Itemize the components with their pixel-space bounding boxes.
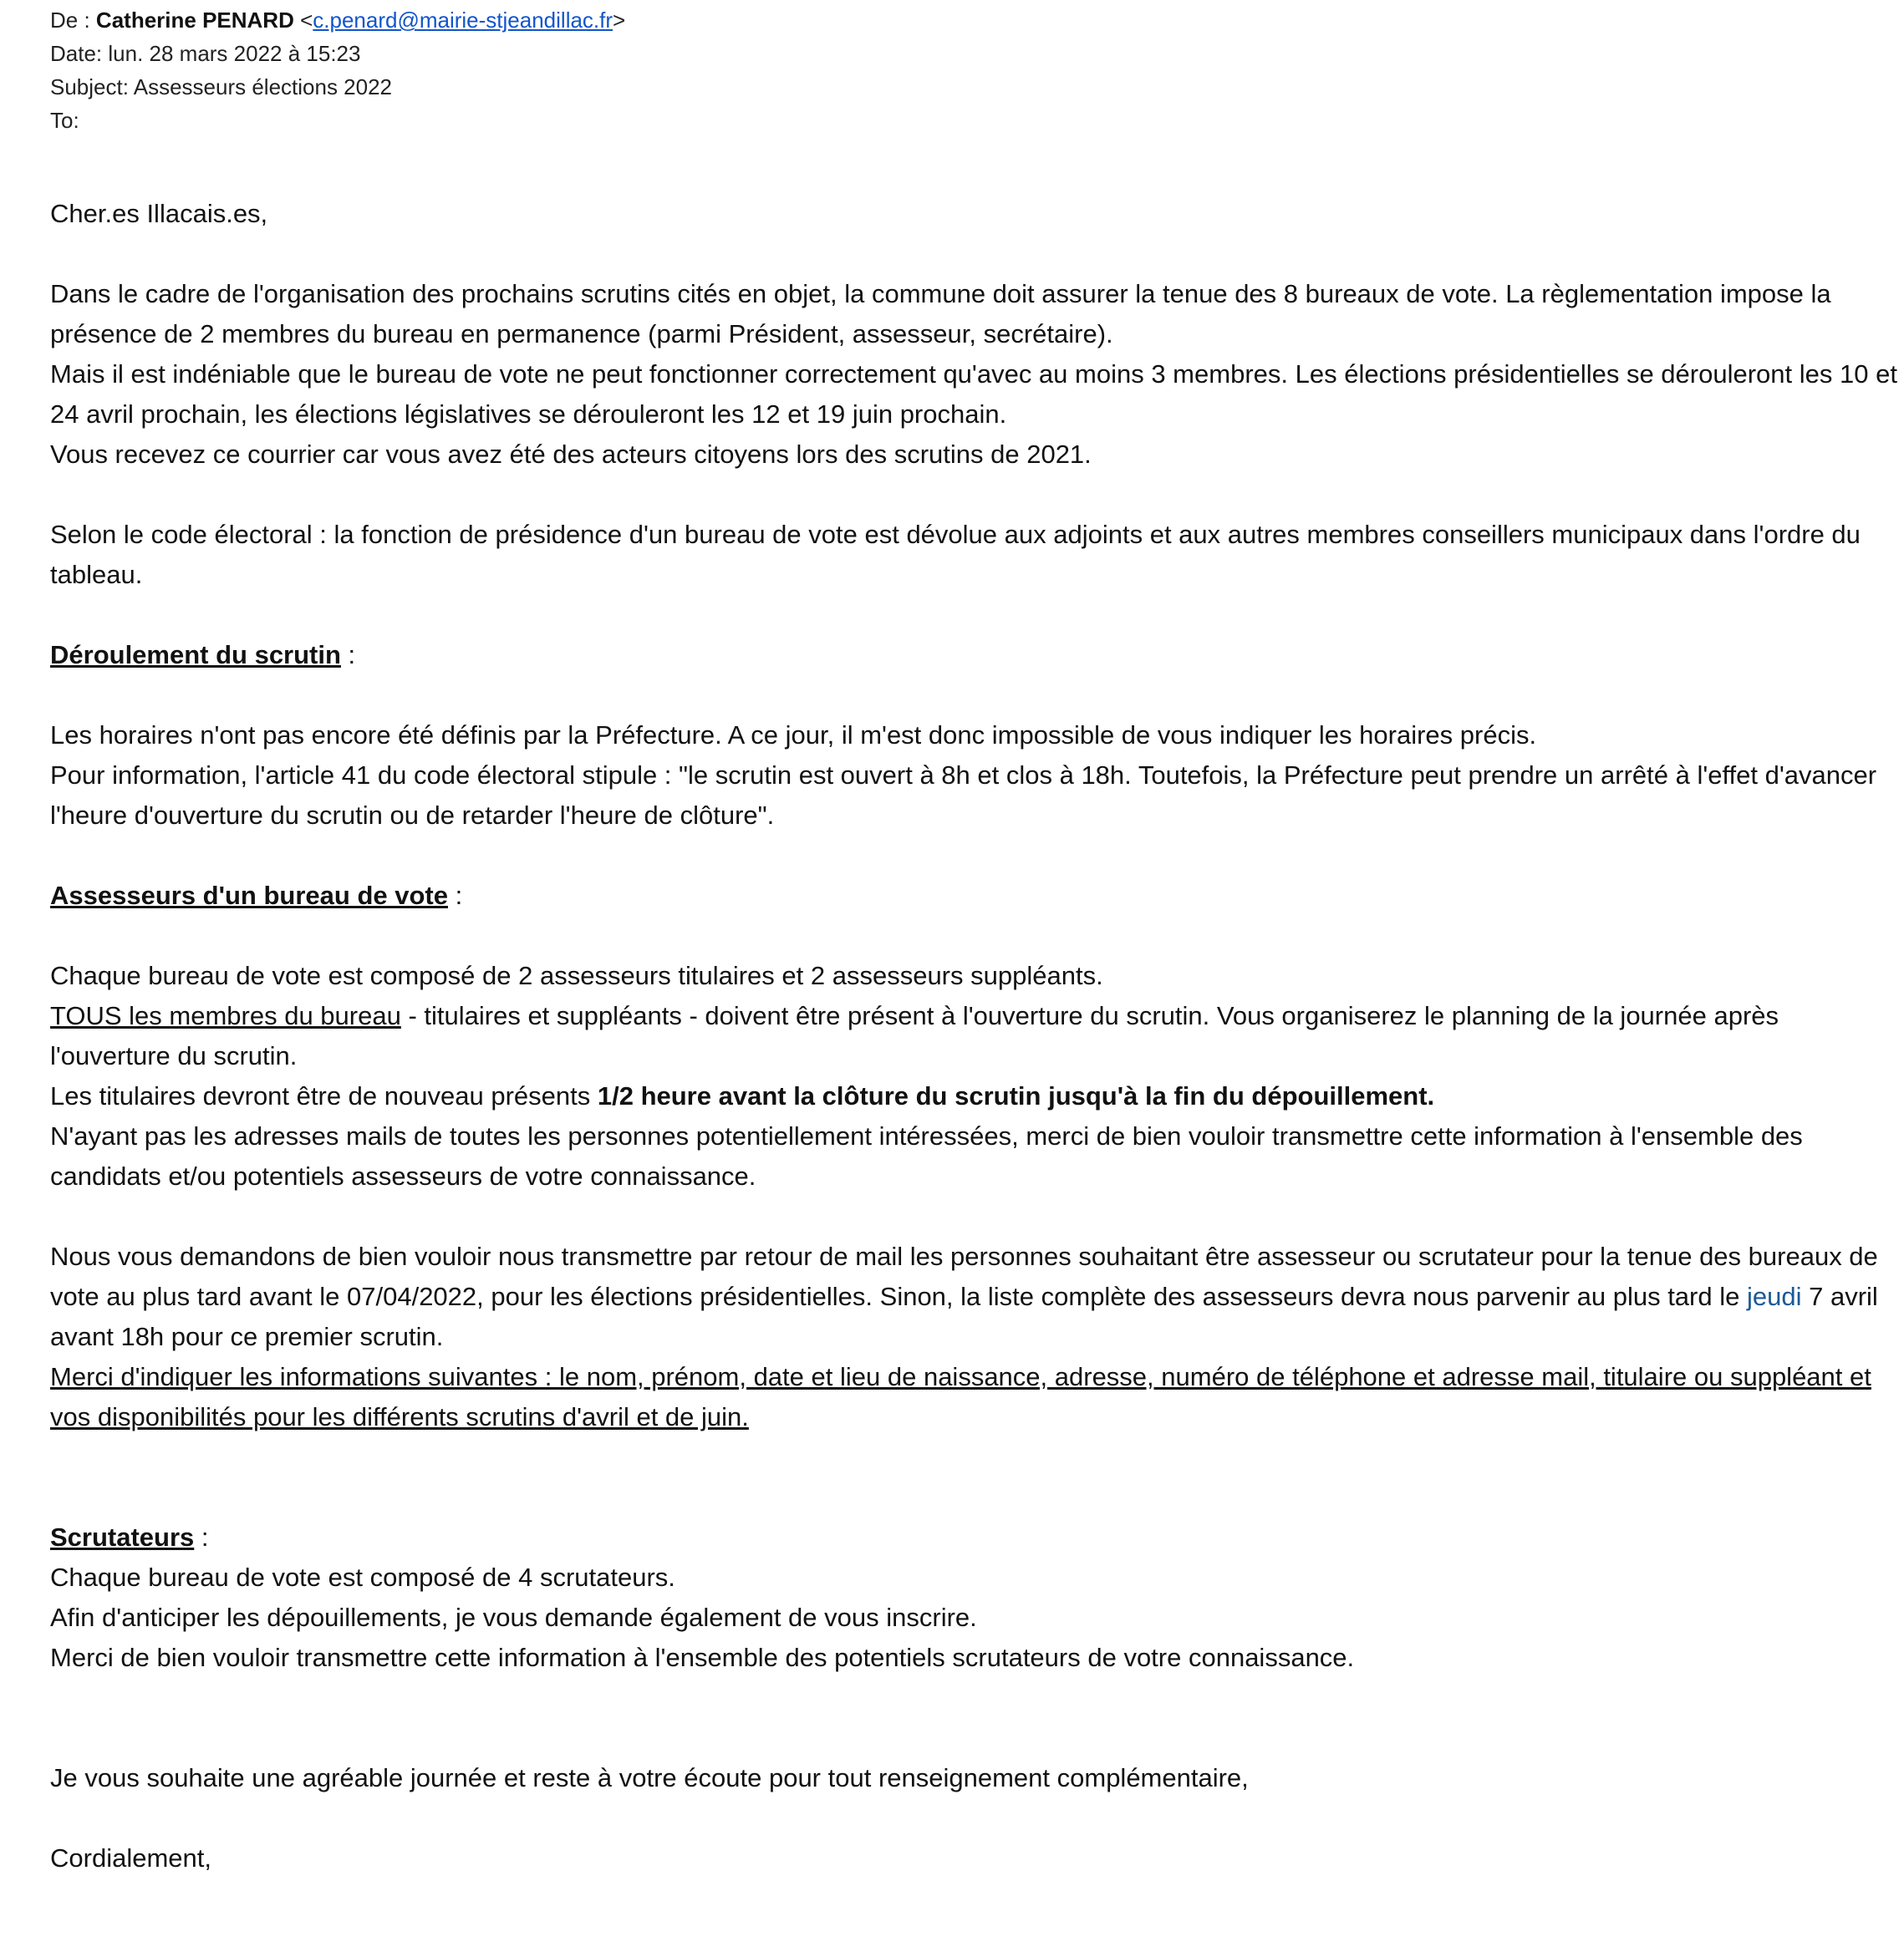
request-paragraph-2: Merci d'indiquer les informations suivantes : le nom, prénom, date et lieu de naissance, adresse, numéro de téléphone et adresse mail, titulaire ou suppléant et vos disponibilités pour les différents scrutins d'avril et de juin. — [50, 1362, 1871, 1431]
section-title-assesseurs: Assesseurs d'un bureau de vote — [50, 881, 448, 910]
intro-paragraph-3: Vous recevez ce courrier car vous avez été des acteurs citoyens lors des scrutins de 2021. — [50, 440, 1092, 469]
jeudi-date-link[interactable]: jeudi — [1746, 1282, 1802, 1311]
scrutateurs-paragraph-3: Merci de bien vouloir transmettre cette information à l'ensemble des potentiels scrutateurs de votre connaissance. — [50, 1643, 1355, 1672]
section-heading-scrutateurs: Scrutateurs : — [50, 1523, 209, 1552]
section-title-scrutateurs: Scrutateurs — [50, 1523, 195, 1552]
intro-paragraph-2: Mais il est indéniable que le bureau de vote ne peut fonctionner correctement qu'avec au moins 3 membres. Les élections présidentielles se dérouleront les 10 et 24 avril prochain, les élections législatives se dérouleront les 12 et 19 juin prochain. — [50, 359, 1897, 429]
assesseurs-paragraph-1: Chaque bureau de vote est composé de 2 assesseurs titulaires et 2 assesseurs suppléants. — [50, 961, 1103, 990]
request-paragraph-1: Nous vous demandons de bien vouloir nous transmettre par retour de mail les personnes souhaitant être assesseur ou scrutateur pour la tenue des bureaux de vote au plus tard avant le 07/04/2022, pour les élections présidentielles. Sinon, la liste complète des assesseurs devra nous parvenir au plus tard le jeudi 7 avril avant 18h pour ce premier scrutin. — [50, 1242, 1878, 1351]
deroulement-paragraph-1: Les horaires n'ont pas encore été définis par la Préfecture. A ce jour, il m'est donc impossible de vous indiquer les horaires précis. — [50, 720, 1537, 750]
subject-line: Subject: Assesseurs élections 2022 — [50, 74, 393, 99]
assesseurs-paragraph-2: TOUS les membres du bureau - titulaires et suppléants - doivent être présent à l'ouverture du scrutin. Vous organiserez le planning de la journée après l'ouverture du scrutin. — [50, 1001, 1779, 1070]
section-title-deroulement: Déroulement du scrutin — [50, 640, 341, 669]
section-heading-deroulement: Déroulement du scrutin : — [50, 640, 356, 669]
email-body — [50, 194, 1901, 1878]
email-close-bracket: > — [613, 8, 626, 33]
signoff: Cordialement, — [50, 1843, 211, 1873]
scrutateurs-paragraph-2: Afin d'anticiper les dépouillements, je vous demande également de vous inscrire. — [50, 1603, 977, 1632]
closing-line: Je vous souhaite une agréable journée et reste à votre écoute pour tout renseignement complémentaire, — [50, 1763, 1249, 1792]
sender-name: Catherine PENARD — [95, 8, 294, 33]
sender-email-link[interactable]: c.penard@mairie-stjeandillac.fr — [313, 8, 613, 33]
assesseurs-paragraph-3: Les titulaires devront être de nouveau présents 1/2 heure avant la clôture du scrutin jusqu'à la fin du dépouillement. — [50, 1081, 1435, 1111]
tous-les-membres-underlined: TOUS les membres du bureau — [50, 1001, 401, 1030]
from-label: De : — [50, 8, 96, 33]
date-line: Date: lun. 28 mars 2022 à 15:23 — [50, 41, 361, 66]
from-line — [50, 3, 625, 37]
section-heading-assesseurs: Assesseurs d'un bureau de vote : — [50, 881, 463, 910]
greeting: Cher.es Illacais.es, — [50, 199, 268, 228]
scrutateurs-paragraph-1: Chaque bureau de vote est composé de 4 scrutateurs. — [50, 1563, 675, 1592]
assesseurs-paragraph-4: N'ayant pas les adresses mails de toutes les personnes potentiellement intéressées, merci de bien vouloir transmettre cette information à l'ensemble des candidats et/ou potentiels assesseurs de votre connaissance. — [50, 1121, 1803, 1191]
titulaires-bold-notice: 1/2 heure avant la clôture du scrutin jusqu'à la fin du dépouillement. — [597, 1081, 1435, 1111]
email-header — [50, 3, 625, 137]
code-electoral-paragraph: Selon le code électoral : la fonction de présidence d'un bureau de vote est dévolue aux adjoints et aux autres membres conseillers municipaux dans l'ordre du tableau. — [50, 520, 1861, 589]
to-line: To: — [50, 108, 79, 133]
email-open-bracket: < — [293, 8, 313, 33]
deroulement-paragraph-2: Pour information, l'article 41 du code électoral stipule : "le scrutin est ouvert à 8h et clos à 18h. Toutefois, la Préfecture peut prendre un arrêté à l'effet d'avancer l'heure d'ouverture du scrutin ou de retarder l'heure de clôture". — [50, 760, 1877, 830]
intro-paragraph-1: Dans le cadre de l'organisation des prochains scrutins cités en objet, la commune doit assurer la tenue des 8 bureaux de vote. La règlementation impose la présence de 2 membres du bureau en permanence (parmi Président, assesseur, secrétaire). — [50, 279, 1831, 348]
